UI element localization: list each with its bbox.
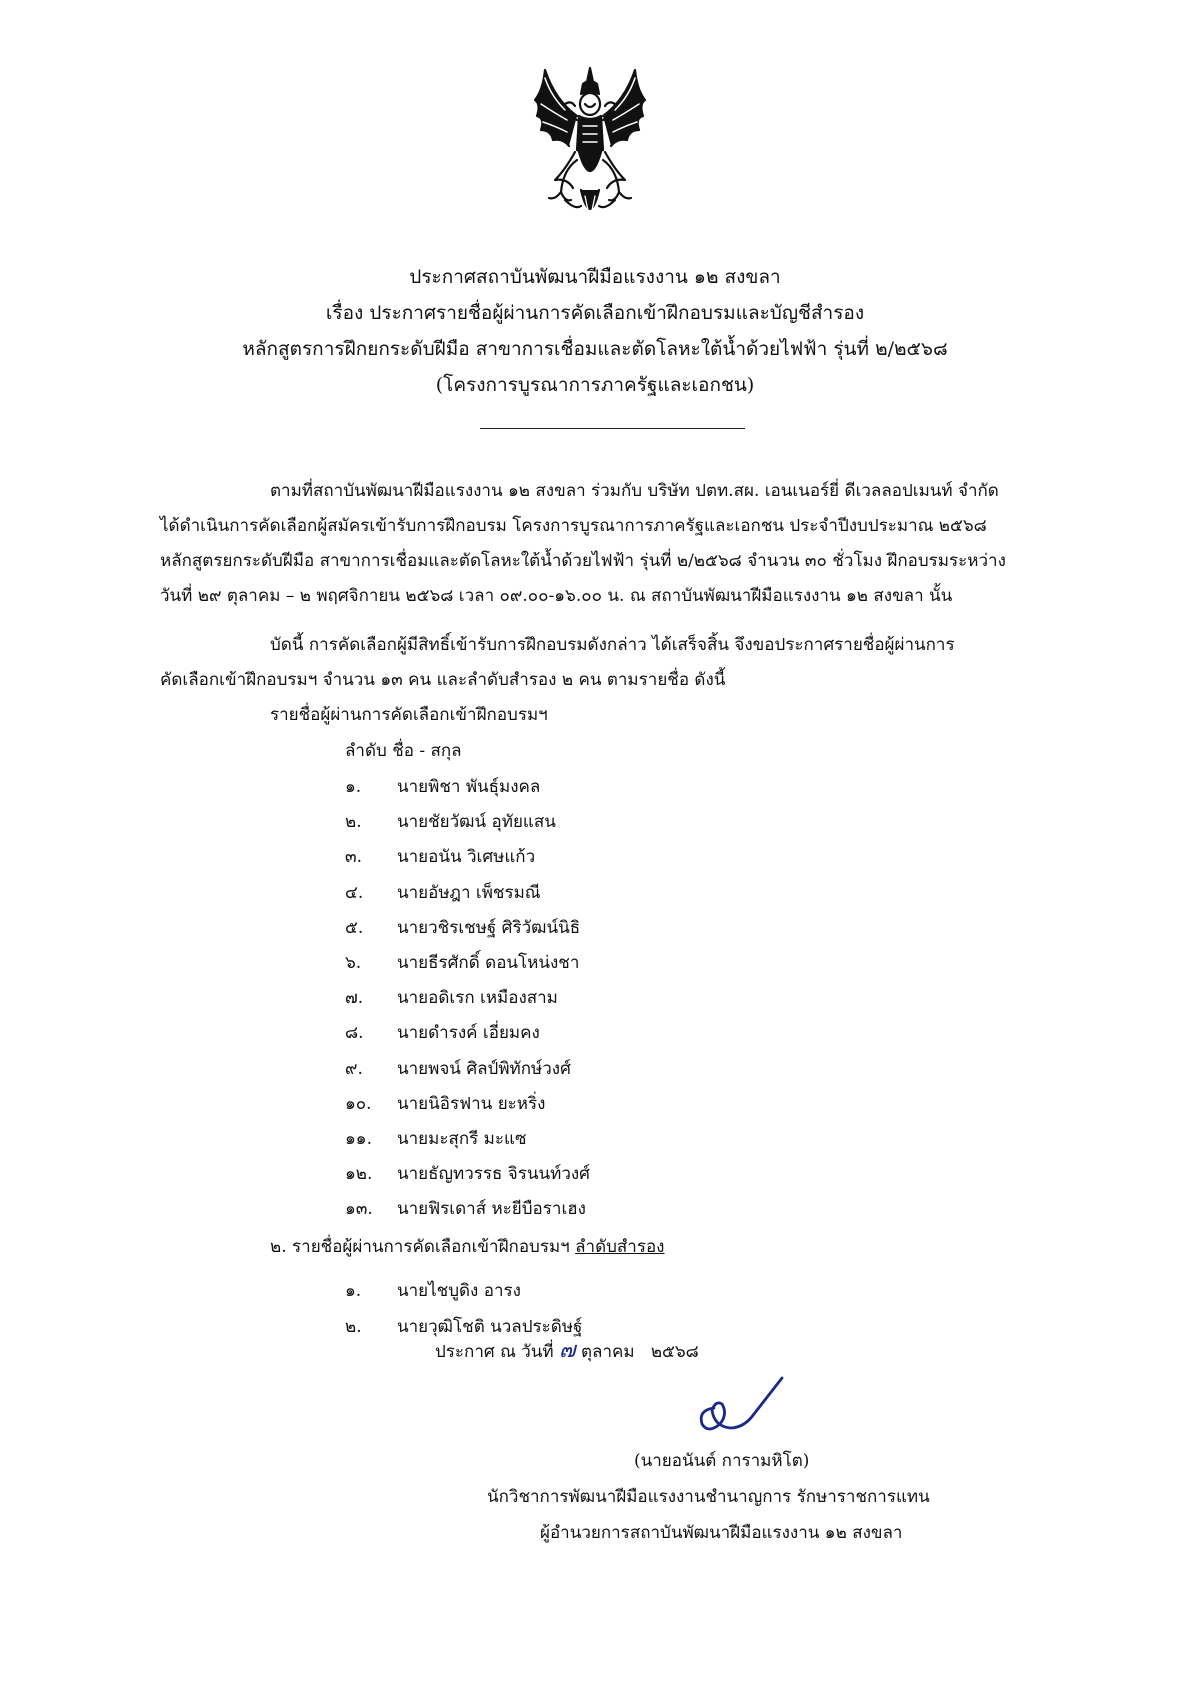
list-item-number: ๑๓. [345,1199,373,1220]
list2-title-prefix: ๒. รายชื่อผู้ผ่านการคัดเลือกเข้าฝึกอบรมฯ [270,1237,576,1257]
para1-line2: ได้ดำเนินการคัดเลือกผู้สมัครเข้ารับการฝึกอบรม โครงการบูรณาการภาครัฐและเอกชน ประจำปีงบประมาณ ๒๕๖๘ [160,516,987,536]
announcement-subject: เรื่อง ประกาศรายชื่อผู้ผ่านการคัดเลือกเข้าฝึกอบรมและบัญชีสำรอง [325,302,865,324]
signatory-position: นักวิชาการพัฒนาฝีมือแรงงานชำนาญการ รักษาราชการแทน [487,1487,930,1507]
header-divider [480,428,745,429]
list-item [345,1198,586,1220]
list-item-name: นายวชิรเชษฐ์ ศิริวัฒน์นิธิ [397,917,581,938]
list-item-number: ๑๐. [345,1093,372,1114]
para2-line1: บัดนี้ การคัดเลือกผู้มีสิทธิ์เข้ารับการฝึกอบรมดังกล่าว ได้เสร็จสิ้น จึงขอประกาศรายชื่อผู้ผ่านการ [270,635,955,655]
list-item-number: ๑. [345,1281,362,1301]
list-item-name: นายมะสุกรี มะแซ [397,1129,527,1149]
list-item-name: นายฟิรเดาส์ หะยีบือราเฮง [397,1199,586,1220]
para2-line2: คัดเลือกเข้าฝึกอบรมฯ จำนวน ๑๓ คน และลำดับสำรอง ๒ คน ตามรายชื่อ ดังนี้ [160,670,726,690]
list-item [345,987,558,1009]
announcement-date [435,1340,699,1363]
list2-title-underlined: ลำดับสำรอง [575,1237,665,1257]
para1-line3: หลักสูตรยกระดับฝีมือ สาขาการเชื่อมและตัดโลหะใต้น้ำด้วยไฟฟ้า รุ่นที่ ๒/๒๕๖๘ จำนวน ๓๐ ชั่วโมง ฝึกอบรมระหว่าง [160,551,1006,571]
list-item-name: นายอนัน วิเศษแก้ว [397,847,536,868]
list-item [345,952,579,974]
para1-line4: วันที่ ๒๙ ตุลาคม – ๒ พฤศจิกายน ๒๕๖๘ เวลา ๐๙.๐๐-๑๖.๐๐ น. ณ สถาบันพัฒนาฝีมือแรงงาน ๑๒ สงขลา นั้น [160,586,953,606]
list-item-name: นายไชบูดิง อารง [397,1281,521,1301]
list-item [345,1022,540,1044]
signatory-name: (นายอนันต์ การามหิโต) [634,1451,810,1471]
list-item-name: นายชัยวัฒน์ อุทัยแสน [397,812,556,833]
list-item-number: ๑. [345,777,362,797]
announcement-issuer: ประกาศสถาบันพัฒนาฝีมือแรงงาน ๑๒ สงขลา [409,266,781,288]
date-year: ๒๕๖๘ [650,1342,699,1362]
date-prefix: ประกาศ ณ วันที่ [435,1342,554,1362]
list-item-name: นายพิชา พันธุ์มงคล [397,777,541,797]
list-item-number: ๑๑. [345,1129,372,1149]
list-item-name: นายดำรงค์ เอี่ยมคง [397,1023,540,1044]
date-day: ๗ [559,1338,576,1363]
list-item-name: นายธีรศักดิ์ ดอนโหน่งชา [397,953,580,973]
date-month: ตุลาคม [581,1342,635,1362]
list-item [345,1058,571,1080]
list-item-number: ๙. [345,1058,363,1079]
handwritten-signature-icon [692,1370,792,1440]
para1-line1: ตามที่สถาบันพัฒนาฝีมือแรงงาน ๑๒ สงขลา ร่วมกับ บริษัท ปตท.สผ. เอนเนอร์ยี่ ดีเวลลอปเมนท์ จำกัด [270,481,999,501]
list-item-number: ๑๒. [345,1164,373,1185]
list2-title [270,1236,664,1258]
list-item-number: ๒. [345,1317,362,1337]
list-item [345,1316,582,1338]
list-item-number: ๗. [345,988,364,1009]
list-item [345,1128,527,1150]
list-item [345,776,540,798]
list-item-name: นายวุฒิโชติ นวลประดิษฐ์ [397,1317,583,1337]
list-item-name: นายธัญทวรรธ จิรนนท์วงศ์ [397,1164,590,1185]
list-item [345,882,541,904]
list-item [345,846,535,868]
list-item-number: ๒. [345,812,362,833]
project-name: (โครงการบูรณาการภาครัฐและเอกชน) [435,374,755,396]
list-item-name: นายอดิเรก เหมืองสาม [397,988,558,1009]
list-item-number: ๓. [345,847,363,868]
list-item-name: นายอัษฎา เพ็ชรมณี [397,882,541,903]
list-item [345,1093,545,1115]
list-item [345,917,580,939]
list-item-name: นายนิอิรฟาน ยะหริ่ง [397,1093,546,1114]
list-item-number: ๖. [345,953,362,973]
signatory-office: ผู้อำนวยการสถาบันพัฒนาฝีมือแรงงาน ๑๒ สงขลา [540,1523,903,1543]
list-item [345,1163,590,1185]
list1-title: รายชื่อผู้ผ่านการคัดเลือกเข้าฝึกอบรมฯ [270,705,548,725]
list-item [345,1280,521,1302]
list-item-number: ๔. [345,882,364,903]
list1-header: ลำดับ ชื่อ - สกุล [345,741,462,761]
list-item-name: นายพจน์ ศิลป์พิทักษ์วงศ์ [397,1058,571,1079]
course-title: หลักสูตรการฝึกยกระดับฝีมือ สาขาการเชื่อมและตัดโลหะใต้น้ำด้วยไฟฟ้า รุ่นที่ ๒/๒๕๖๘ [242,338,948,360]
garuda-emblem-icon [515,60,665,230]
list-item-number: ๘. [345,1023,364,1044]
list-item [345,811,556,833]
list-item-number: ๕. [345,917,364,938]
